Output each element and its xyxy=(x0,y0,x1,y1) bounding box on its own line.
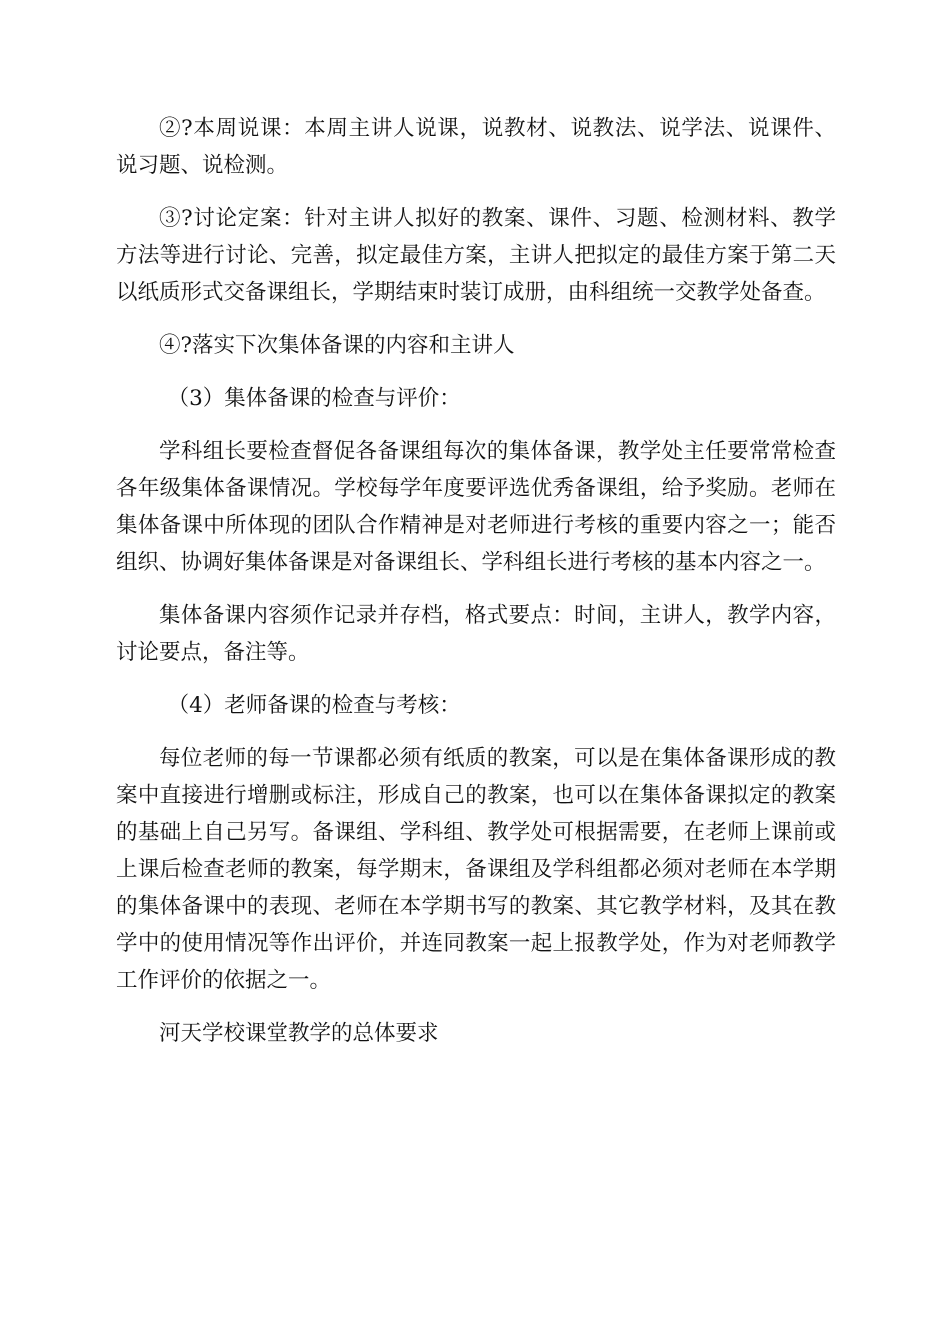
paragraph-discussion-plan: ③?讨论定案：针对主讲人拟好的教案、课件、习题、检测材料、教学方法等进行讨论、完善，拟定最佳方案，主讲人把拟定的最佳方案于第二天以纸质形式交备课组长，学期结束时装订成册，由科组统一交教学处备查。 xyxy=(116,206,836,305)
section-heading-inspection-evaluation: （3）集体备课的检查与评价： xyxy=(167,386,461,411)
paragraph-inspection-evaluation: 学科组长要检查督促各备课组每次的集体备课，教学处主任要常常检查各年级集体备课情况。学校每学年度要评选优秀备课组，给予奖励。老师在集体备课中所体现的团队合作精神是对老师进行考核的重要内容之一；能否组织、协调好集体备课是对备课组长、学科组长进行考核的基本内容之一。 xyxy=(116,439,836,575)
paragraph-teacher-assessment: 每位老师的每一节课都必须有纸质的教案，可以是在集体备课形成的教案中直接进行增删或标注，形成自己的教案，也可以在集体备课拟定的教案的基础上自己另写。备课组、学科组、教学处可根据需要，在老师上课前或上课后检查老师的教案，每学期末，备课组及学科组都必须对老师在本学期的集体备课中的表现、老师在本学期书写的教案、其它教学材料，及其在教学中的使用情况等作出评价，并连同教案一起上报教学处，作为对老师教学工作评价的依据之一。 xyxy=(116,746,836,993)
section-title-classroom-requirements: 河天学校课堂教学的总体要求 xyxy=(159,1021,439,1046)
paragraph-record-format: 集体备课内容须作记录并存档，格式要点：时间，主讲人，教学内容，讨论要点，备注等。 xyxy=(116,603,836,665)
document-body xyxy=(116,110,836,1068)
section-heading-teacher-assessment: （4）老师备课的检查与考核： xyxy=(167,693,461,718)
paragraph-weekly-lecture: ②?本周说课：本周主讲人说课，说教材、说教法、说学法、说课件、说习题、说检测。 xyxy=(116,116,836,178)
paragraph-next-session: ④?落实下次集体备课的内容和主讲人 xyxy=(159,333,515,358)
